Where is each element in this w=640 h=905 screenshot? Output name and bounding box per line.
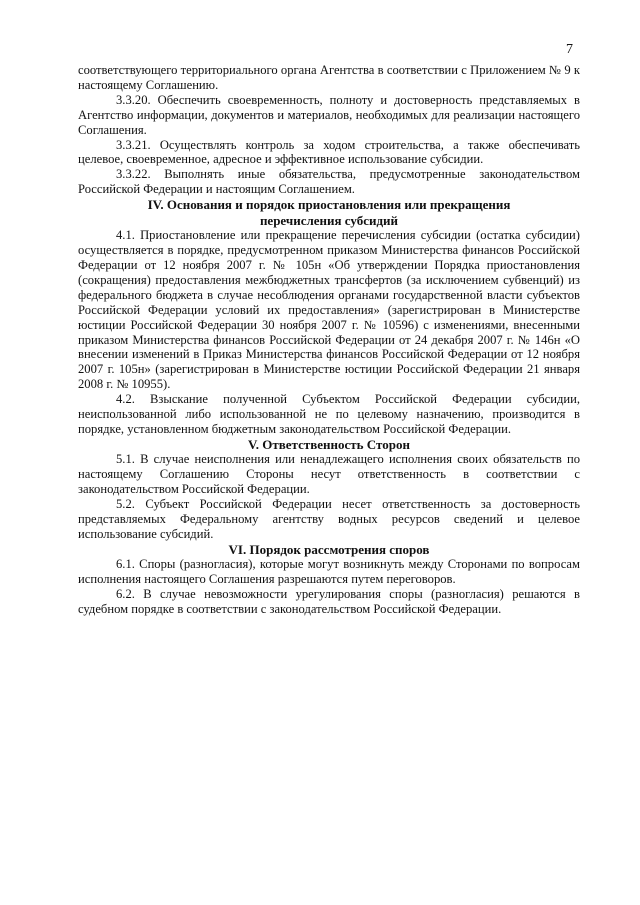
paragraph-3-3-21: 3.3.21. Осуществлять контроль за ходом строительства, а также обеспечивать целевое, своевременное, адресное и эффективное использование субсидии. [78,137,580,167]
paragraph-6-2: 6.2. В случае невозможности урегулирования споры (разногласия) решаются в судебном порядке в соответствии с законодательством Российской Федерации. [78,587,580,616]
paragraph-continuation: соответствующего территориального органа Агентства в соответствии с Приложением № 9 к настоящему Соглашению. [78,63,580,92]
paragraph-3-3-22: 3.3.22. Выполнять иные обязательства, предусмотренные законодательством Российской Федерации и настоящим Соглашением. [78,167,580,197]
section-vi-heading: VI. Порядок рассмотрения споров [228,541,430,557]
section-v-heading: V. Ответственность Сторон [248,436,410,452]
paragraph-4-2: 4.2. Взыскание полученной Субъектом Российской Федерации субсидии, неиспользованной либо использованной не по целевому назначению, производится в порядке, установленном бюджетным законодательством Российской Федерации. [78,392,580,436]
page-number: 7 [566,42,573,57]
paragraph-6-1: 6.1. Споры (разногласия), которые могут возникнуть между Сторонами по вопросам исполнения настоящего Соглашения разрешаются путем переговоров. [78,557,580,587]
document-body [78,63,580,617]
paragraph-5-2: 5.2. Субъект Российской Федерации несет ответственность за достоверность представляемых Федеральному агентству водных ресурсов сведений и целевое использование субсидий. [78,497,580,541]
paragraph-5-1: 5.1. В случае неисполнения или ненадлежащего исполнения своих обязательств по настоящему Соглашению Стороны несут ответственность в соответствии с законодательством Российской Федерации. [78,452,580,497]
section-iv-heading: IV. Основания и порядок приостановления или прекращения перечисления субсидий [147,197,511,228]
paragraph-4-1: 4.1. Приостановление или прекращение перечисления субсидии (остатка субсидии) осуществляется в порядке, предусмотренном приказом Министерства финансов Российской Федерации от 12 ноября 2007 г. № 105н «Об утверждении Порядка приостановления (сокращения) предоставления межбюджетных трансфертов (за исключением субвенций) из федерального бюджета в случае несоблюдения органами государственной власти субъектов Российской Федерации условий их предоставления» (зарегистрирован в Министерстве юстиции Российской Федерации 30 ноября 2007 г. № 10596) с изменениями, внесенными приказом Министерства финансов Российской Федерации от 24 декабря 2007 г. № 146н «О внесении изменений в Приказ Министерства финансов Российской Федерации от 12 ноября 2007 г. 105н» (зарегистрирован в Министерстве юстиции Российской Федерации 21 января 2008 г. № 10955). [78,228,580,392]
paragraph-3-3-20: 3.3.20. Обеспечить своевременность, полноту и достоверность представляемых в Агентство информации, документов и материалов, необходимых для реализации настоящего Соглашения. [78,92,580,137]
